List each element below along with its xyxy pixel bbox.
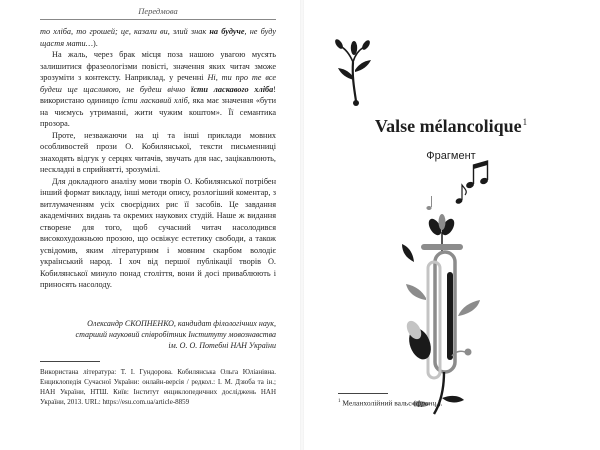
text-run: їсти ласкавого хліба bbox=[191, 84, 274, 94]
flute-plant-icon bbox=[402, 214, 480, 414]
title-footnote bbox=[338, 397, 578, 409]
footnote-end: ). bbox=[438, 398, 443, 408]
footnote-rule bbox=[338, 393, 388, 394]
footnote-lang: франц. bbox=[415, 398, 439, 408]
top-sprig-icon bbox=[334, 38, 372, 106]
text-run: Проте, незважаючи на ці та інші приклади мовних особливостей прози О. Кобилянської, тексти письменниці знаходять відгук у серцях читачів, звучать для нас, зацікавлюють, нескладні в сприйнятті, зрозумілі. bbox=[40, 130, 276, 174]
text-run: їсти ласкавий хліб bbox=[121, 96, 188, 105]
text-run: На жаль, через брак місця поза нашою увагою мусять залишитися фразеологізми повісті, значення яких читач зможе зрозуміти з контексту. Наприклад, у реченні bbox=[40, 50, 276, 82]
chapter-title-text: Valse mélancolique bbox=[374, 116, 522, 136]
footnote-mark: 1 bbox=[338, 399, 341, 404]
title-footnote-mark[interactable]: 1 bbox=[522, 117, 528, 127]
sources-text: Використана література: Т. І. Гундорова. Кобилянська Ольга Юліанівна. Енциклопедія Сучасної України: онлайн-версія / редкол.: І. М. Дзюба та ін.; НАН України, НТШ. Київ: Інститут енциклопедичних досліджень НАН України, 2013. URL: https://esu.com.ua/article-8859 bbox=[40, 368, 276, 406]
footnote-text: Меланхолійний вальс ( bbox=[340, 398, 416, 408]
text-run: , яка має значення «бути на чиємусь утриманні, жити чужим коштом». Її семантика прозора. bbox=[40, 96, 276, 128]
text-run: то хліба, то грошей; це, казали ви, злий знак bbox=[40, 27, 210, 36]
running-head-rule bbox=[40, 19, 276, 20]
preface-paragraph bbox=[40, 130, 276, 176]
signature-institute: ім. О. О. Потебні НАН України bbox=[168, 341, 276, 350]
preface-paragraph bbox=[40, 49, 276, 130]
sources-rule bbox=[40, 361, 100, 362]
floral-music-illustration bbox=[302, 0, 600, 450]
text-run: на bbox=[209, 27, 219, 36]
music-notes-icon bbox=[426, 161, 488, 210]
text-run: , не буду щастя мати… bbox=[40, 27, 276, 48]
text-run: ). bbox=[93, 38, 98, 48]
running-head: Передмова bbox=[138, 6, 178, 16]
text-run: ! bbox=[273, 84, 276, 94]
signature-name: Олександр СКОПНЕНКО, кандидат філологічних наук, bbox=[87, 319, 276, 328]
author-signature bbox=[40, 318, 276, 351]
sources-note bbox=[40, 367, 276, 407]
text-run: Ні, ти про те все будеш ще щасливою, не будеш вічно bbox=[40, 73, 277, 94]
right-page bbox=[302, 0, 600, 450]
preface-body-text bbox=[40, 26, 276, 291]
chapter-subtitle: Фрагмент bbox=[426, 150, 476, 162]
text-run: Для докладного аналізу мови творів О. Кобилянської потрібен інший формат викладу, інші методи опису, розлогіший коментар, з витлумаченням усіх своєрідних рис її засобів. Це завдання академічних видань та окремих наукових студій. Наше ж видання створене для того, щоб сучасний читач насолодився високохудожньою прозою, що освіжує естетику свободи, а також усвідомив, яким літературним і мовним скарбом володіє український народ. І хоч від першої публікації творів О. Кобилянської минуло понад століття, вони й досі приваблюють і приносять насолоду. bbox=[40, 176, 276, 289]
preface-paragraph bbox=[40, 26, 276, 49]
text-run: використано одиницю bbox=[40, 96, 122, 105]
preface-paragraph bbox=[40, 176, 276, 291]
signature-position: старший науковий співробітник Інституту мовознавства bbox=[75, 330, 276, 339]
chapter-title bbox=[322, 116, 580, 137]
text-run: будуче bbox=[221, 27, 245, 36]
